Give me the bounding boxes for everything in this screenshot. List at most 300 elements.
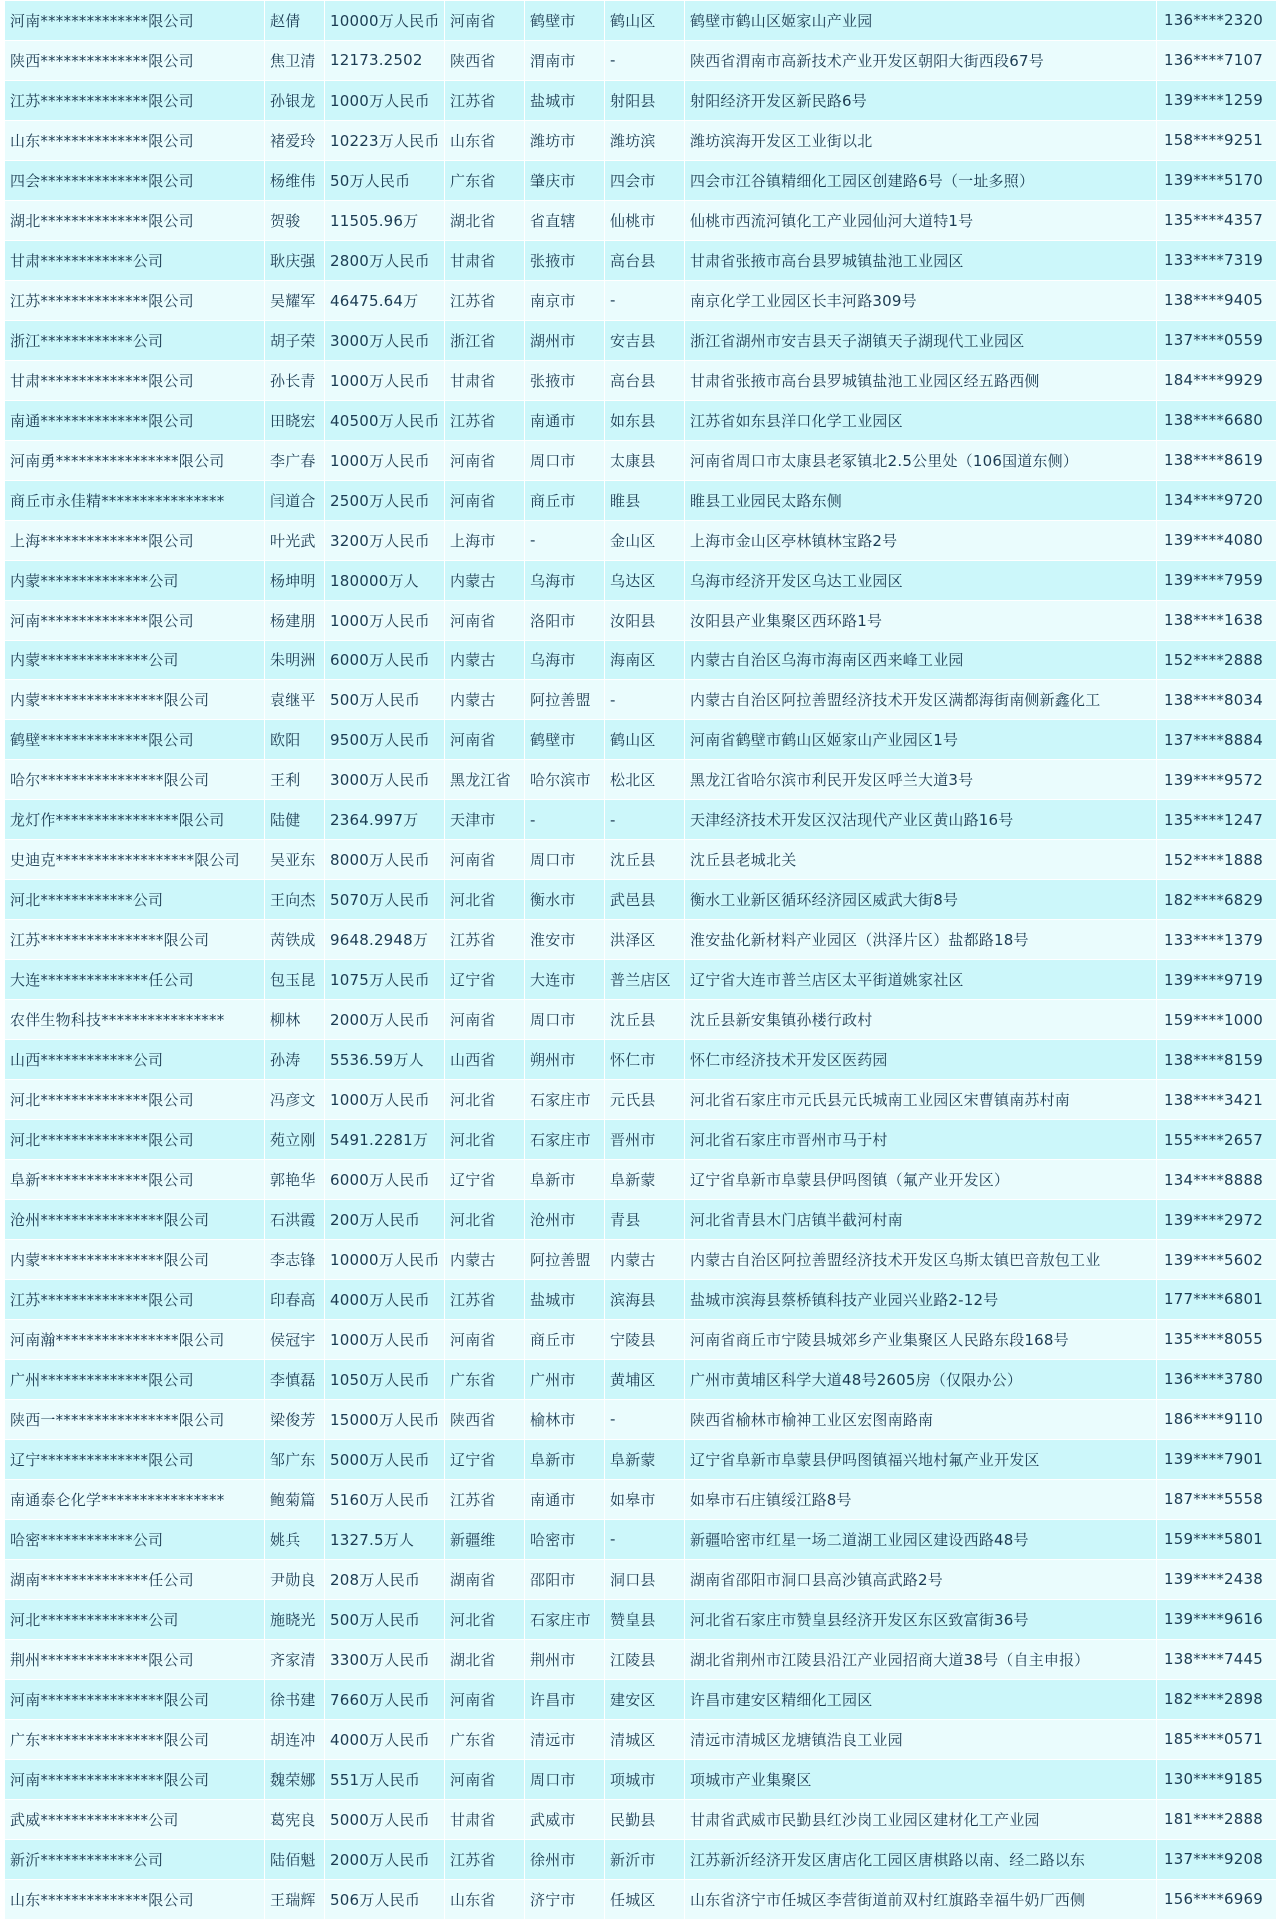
province-cell: 辽宁省 bbox=[445, 1160, 525, 1200]
address-cell: 河北省石家庄市赞皇县经济开发区东区致富街36号 bbox=[685, 1599, 1157, 1639]
legal-person-cell: 袁继平 bbox=[265, 680, 325, 720]
address-cell: 上海市金山区亭林镇林宝路2号 bbox=[685, 520, 1157, 560]
phone-cell: 137****8884 bbox=[1157, 720, 1277, 760]
city-cell: 周口市 bbox=[525, 1759, 605, 1799]
district-cell: 元氏县 bbox=[605, 1080, 685, 1120]
address-cell: 仙桃市西流河镇化工产业园仙河大道特1号 bbox=[685, 200, 1157, 240]
company-name-cell: 河北************公司 bbox=[5, 880, 265, 920]
district-cell: 太康县 bbox=[605, 440, 685, 480]
table-row bbox=[5, 720, 1277, 760]
district-cell: 松北区 bbox=[605, 760, 685, 800]
company-name-cell: 南通泰仑化学**************** bbox=[5, 1479, 265, 1519]
legal-person-cell: 姚兵 bbox=[265, 1519, 325, 1559]
province-cell: 辽宁省 bbox=[445, 1439, 525, 1479]
address-cell: 淮安盐化新材料产业园区（洪泽片区）盐都路18号 bbox=[685, 920, 1157, 960]
city-cell: 南通市 bbox=[525, 1479, 605, 1519]
company-name-cell: 史迪克******************限公司 bbox=[5, 840, 265, 880]
province-cell: 江苏省 bbox=[445, 400, 525, 440]
district-cell: 阜新蒙 bbox=[605, 1160, 685, 1200]
address-cell: 江苏省如东县洋口化学工业园区 bbox=[685, 400, 1157, 440]
province-cell: 广东省 bbox=[445, 1719, 525, 1759]
table-row bbox=[5, 680, 1277, 720]
registered-capital-cell: 1000万人民币 bbox=[325, 80, 445, 120]
province-cell: 河南省 bbox=[445, 480, 525, 520]
phone-cell: 136****7107 bbox=[1157, 40, 1277, 80]
registered-capital-cell: 3300万人民币 bbox=[325, 1639, 445, 1679]
phone-cell: 177****6801 bbox=[1157, 1280, 1277, 1320]
company-name-cell: 内蒙**************公司 bbox=[5, 560, 265, 600]
registered-capital-cell: 3000万人民币 bbox=[325, 760, 445, 800]
legal-person-cell: 李广春 bbox=[265, 440, 325, 480]
legal-person-cell: 王向杰 bbox=[265, 880, 325, 920]
phone-cell: 159****5801 bbox=[1157, 1519, 1277, 1559]
address-cell: 湖北省荆州市江陵县沿江产业园招商大道38号（自主申报） bbox=[685, 1639, 1157, 1679]
legal-person-cell: 吴亚东 bbox=[265, 840, 325, 880]
registered-capital-cell: 4000万人民币 bbox=[325, 1280, 445, 1320]
table-row bbox=[5, 1080, 1277, 1120]
legal-person-cell: 施晓光 bbox=[265, 1599, 325, 1639]
district-cell: 新沂市 bbox=[605, 1839, 685, 1879]
district-cell: 民勤县 bbox=[605, 1799, 685, 1839]
address-cell: 项城市产业集聚区 bbox=[685, 1759, 1157, 1799]
address-cell: 河南省周口市太康县老冢镇北2.5公里处（106国道东侧） bbox=[685, 440, 1157, 480]
city-cell: 石家庄市 bbox=[525, 1599, 605, 1639]
city-cell: 阜新市 bbox=[525, 1439, 605, 1479]
phone-cell: 139****4080 bbox=[1157, 520, 1277, 560]
table-row bbox=[5, 1519, 1277, 1559]
registered-capital-cell: 10000万人民币 bbox=[325, 1, 445, 41]
district-cell: - bbox=[605, 800, 685, 840]
address-cell: 许昌市建安区精细化工园区 bbox=[685, 1679, 1157, 1719]
district-cell: 任城区 bbox=[605, 1879, 685, 1919]
legal-person-cell: 尹勋良 bbox=[265, 1559, 325, 1599]
registered-capital-cell: 10223万人民币 bbox=[325, 120, 445, 160]
province-cell: 河北省 bbox=[445, 1120, 525, 1160]
legal-person-cell: 包玉昆 bbox=[265, 960, 325, 1000]
district-cell: 安吉县 bbox=[605, 320, 685, 360]
registered-capital-cell: 1000万人民币 bbox=[325, 1319, 445, 1359]
phone-cell: 187****5558 bbox=[1157, 1479, 1277, 1519]
phone-cell: 130****9185 bbox=[1157, 1759, 1277, 1799]
city-cell: 渭南市 bbox=[525, 40, 605, 80]
legal-person-cell: 闫道合 bbox=[265, 480, 325, 520]
city-cell: 石家庄市 bbox=[525, 1120, 605, 1160]
district-cell: 黄埔区 bbox=[605, 1359, 685, 1399]
province-cell: 陕西省 bbox=[445, 40, 525, 80]
company-name-cell: 甘肃************公司 bbox=[5, 240, 265, 280]
province-cell: 江苏省 bbox=[445, 280, 525, 320]
address-cell: 乌海市经济开发区乌达工业园区 bbox=[685, 560, 1157, 600]
address-cell: 河北省石家庄市晋州市马于村 bbox=[685, 1120, 1157, 1160]
phone-cell: 138****8619 bbox=[1157, 440, 1277, 480]
district-cell: - bbox=[605, 280, 685, 320]
city-cell: 南通市 bbox=[525, 400, 605, 440]
province-cell: 内蒙古 bbox=[445, 640, 525, 680]
phone-cell: 139****5602 bbox=[1157, 1240, 1277, 1280]
city-cell: 许昌市 bbox=[525, 1679, 605, 1719]
phone-cell: 137****9208 bbox=[1157, 1839, 1277, 1879]
district-cell: - bbox=[605, 1399, 685, 1439]
province-cell: 河南省 bbox=[445, 840, 525, 880]
city-cell: 阜新市 bbox=[525, 1160, 605, 1200]
city-cell: 鹤壁市 bbox=[525, 720, 605, 760]
company-name-cell: 江苏****************限公司 bbox=[5, 920, 265, 960]
registered-capital-cell: 506万人民币 bbox=[325, 1879, 445, 1919]
registered-capital-cell: 5491.2281万 bbox=[325, 1120, 445, 1160]
address-cell: 广州市黄埔区科学大道48号2605房（仅限办公） bbox=[685, 1359, 1157, 1399]
table-row bbox=[5, 240, 1277, 280]
company-name-cell: 武威**************公司 bbox=[5, 1799, 265, 1839]
province-cell: 河南省 bbox=[445, 600, 525, 640]
company-name-cell: 内蒙**************公司 bbox=[5, 640, 265, 680]
city-cell: 洛阳市 bbox=[525, 600, 605, 640]
table-row bbox=[5, 560, 1277, 600]
table-row bbox=[5, 920, 1277, 960]
address-cell: 江苏新沂经济开发区唐店化工园区唐棋路以南、经二路以东 bbox=[685, 1839, 1157, 1879]
district-cell: 建安区 bbox=[605, 1679, 685, 1719]
province-cell: 浙江省 bbox=[445, 320, 525, 360]
phone-cell: 136****3780 bbox=[1157, 1359, 1277, 1399]
legal-person-cell: 褚爱玲 bbox=[265, 120, 325, 160]
address-cell: 陕西省渭南市高新技术产业开发区朝阳大街西段67号 bbox=[685, 40, 1157, 80]
company-name-cell: 河北**************公司 bbox=[5, 1599, 265, 1639]
phone-cell: 139****9572 bbox=[1157, 760, 1277, 800]
registered-capital-cell: 3000万人民币 bbox=[325, 320, 445, 360]
address-cell: 辽宁省阜新市阜蒙县伊吗图镇（氟产业开发区） bbox=[685, 1160, 1157, 1200]
city-cell: 商丘市 bbox=[525, 1319, 605, 1359]
phone-cell: 139****5170 bbox=[1157, 160, 1277, 200]
legal-person-cell: 陆佰魁 bbox=[265, 1839, 325, 1879]
phone-cell: 138****8034 bbox=[1157, 680, 1277, 720]
registered-capital-cell: 200万人民币 bbox=[325, 1200, 445, 1240]
phone-cell: 135****4357 bbox=[1157, 200, 1277, 240]
address-cell: 天津经济技术开发区汉沽现代产业区黄山路16号 bbox=[685, 800, 1157, 840]
district-cell: 仙桃市 bbox=[605, 200, 685, 240]
legal-person-cell: 叶光武 bbox=[265, 520, 325, 560]
legal-person-cell: 贺骏 bbox=[265, 200, 325, 240]
company-name-cell: 河北**************限公司 bbox=[5, 1080, 265, 1120]
province-cell: 江苏省 bbox=[445, 1479, 525, 1519]
legal-person-cell: 徐书建 bbox=[265, 1679, 325, 1719]
legal-person-cell: 鲍菊篇 bbox=[265, 1479, 325, 1519]
district-cell: 宁陵县 bbox=[605, 1319, 685, 1359]
legal-person-cell: 孙银龙 bbox=[265, 80, 325, 120]
city-cell: 荆州市 bbox=[525, 1639, 605, 1679]
city-cell: 石家庄市 bbox=[525, 1080, 605, 1120]
district-cell: 项城市 bbox=[605, 1759, 685, 1799]
registered-capital-cell: 1075万人民币 bbox=[325, 960, 445, 1000]
province-cell: 陕西省 bbox=[445, 1399, 525, 1439]
city-cell: - bbox=[525, 520, 605, 560]
company-name-cell: 山东**************限公司 bbox=[5, 120, 265, 160]
address-cell: 睢县工业园民太路东侧 bbox=[685, 480, 1157, 520]
province-cell: 山西省 bbox=[445, 1040, 525, 1080]
table-row bbox=[5, 1559, 1277, 1599]
legal-person-cell: 陆健 bbox=[265, 800, 325, 840]
address-cell: 内蒙古自治区乌海市海南区西来峰工业园 bbox=[685, 640, 1157, 680]
city-cell: 武威市 bbox=[525, 1799, 605, 1839]
table-row bbox=[5, 320, 1277, 360]
province-cell: 湖南省 bbox=[445, 1559, 525, 1599]
district-cell: 鹤山区 bbox=[605, 720, 685, 760]
city-cell: 张掖市 bbox=[525, 360, 605, 400]
province-cell: 甘肃省 bbox=[445, 360, 525, 400]
registered-capital-cell: 2500万人民币 bbox=[325, 480, 445, 520]
table-row bbox=[5, 40, 1277, 80]
company-table bbox=[4, 0, 1277, 1920]
district-cell: 普兰店区 bbox=[605, 960, 685, 1000]
table-row bbox=[5, 1759, 1277, 1799]
district-cell: 沈丘县 bbox=[605, 1000, 685, 1040]
company-name-cell: 鹤壁**************限公司 bbox=[5, 720, 265, 760]
phone-cell: 138****8159 bbox=[1157, 1040, 1277, 1080]
company-name-cell: 大连**************任公司 bbox=[5, 960, 265, 1000]
phone-cell: 139****7901 bbox=[1157, 1439, 1277, 1479]
legal-person-cell: 耿庆强 bbox=[265, 240, 325, 280]
legal-person-cell: 印春高 bbox=[265, 1280, 325, 1320]
registered-capital-cell: 500万人民币 bbox=[325, 1599, 445, 1639]
district-cell: 乌达区 bbox=[605, 560, 685, 600]
district-cell: 洪泽区 bbox=[605, 920, 685, 960]
legal-person-cell: 吴耀军 bbox=[265, 280, 325, 320]
phone-cell: 138****3421 bbox=[1157, 1080, 1277, 1120]
phone-cell: 158****9251 bbox=[1157, 120, 1277, 160]
city-cell: 肇庆市 bbox=[525, 160, 605, 200]
district-cell: 阜新蒙 bbox=[605, 1439, 685, 1479]
city-cell: 商丘市 bbox=[525, 480, 605, 520]
province-cell: 湖北省 bbox=[445, 1639, 525, 1679]
city-cell: 衡水市 bbox=[525, 880, 605, 920]
company-name-cell: 河南****************限公司 bbox=[5, 1679, 265, 1719]
company-name-cell: 新沂************公司 bbox=[5, 1839, 265, 1879]
province-cell: 河北省 bbox=[445, 1080, 525, 1120]
district-cell: 金山区 bbox=[605, 520, 685, 560]
address-cell: 陕西省榆林市榆神工业区宏图南路南 bbox=[685, 1399, 1157, 1439]
address-cell: 内蒙古自治区阿拉善盟经济技术开发区乌斯太镇巴音敖包工业 bbox=[685, 1240, 1157, 1280]
city-cell: 朔州市 bbox=[525, 1040, 605, 1080]
phone-cell: 186****9110 bbox=[1157, 1399, 1277, 1439]
district-cell: 怀仁市 bbox=[605, 1040, 685, 1080]
district-cell: 武邑县 bbox=[605, 880, 685, 920]
district-cell: 晋州市 bbox=[605, 1120, 685, 1160]
legal-person-cell: 欧阳 bbox=[265, 720, 325, 760]
district-cell: 潍坊滨 bbox=[605, 120, 685, 160]
city-cell: 盐城市 bbox=[525, 1280, 605, 1320]
city-cell: 周口市 bbox=[525, 1000, 605, 1040]
legal-person-cell: 赵倩 bbox=[265, 1, 325, 41]
registered-capital-cell: 11505.96万 bbox=[325, 200, 445, 240]
company-name-cell: 陕西**************限公司 bbox=[5, 40, 265, 80]
address-cell: 黑龙江省哈尔滨市利民开发区呼兰大道3号 bbox=[685, 760, 1157, 800]
legal-person-cell: 石洪霞 bbox=[265, 1200, 325, 1240]
table-row bbox=[5, 1120, 1277, 1160]
legal-person-cell: 侯冠宇 bbox=[265, 1319, 325, 1359]
address-cell: 山东省济宁市任城区李营街道前双村红旗路幸福牛奶厂西侧 bbox=[685, 1879, 1157, 1919]
city-cell: - bbox=[525, 800, 605, 840]
table-row bbox=[5, 200, 1277, 240]
address-cell: 射阳经济开发区新民路6号 bbox=[685, 80, 1157, 120]
district-cell: 汝阳县 bbox=[605, 600, 685, 640]
phone-cell: 139****7959 bbox=[1157, 560, 1277, 600]
company-name-cell: 沧州****************限公司 bbox=[5, 1200, 265, 1240]
legal-person-cell: 李志锋 bbox=[265, 1240, 325, 1280]
table-row bbox=[5, 80, 1277, 120]
district-cell: 海南区 bbox=[605, 640, 685, 680]
phone-cell: 134****9720 bbox=[1157, 480, 1277, 520]
province-cell: 甘肃省 bbox=[445, 240, 525, 280]
registered-capital-cell: 2364.997万 bbox=[325, 800, 445, 840]
city-cell: 清远市 bbox=[525, 1719, 605, 1759]
registered-capital-cell: 40500万人民币 bbox=[325, 400, 445, 440]
table-row bbox=[5, 1639, 1277, 1679]
city-cell: 鹤壁市 bbox=[525, 1, 605, 41]
registered-capital-cell: 6000万人民币 bbox=[325, 1160, 445, 1200]
phone-cell: 133****1379 bbox=[1157, 920, 1277, 960]
address-cell: 浙江省湖州市安吉县天子湖镇天子湖现代工业园区 bbox=[685, 320, 1157, 360]
table-row bbox=[5, 400, 1277, 440]
district-cell: 射阳县 bbox=[605, 80, 685, 120]
table-row bbox=[5, 1839, 1277, 1879]
province-cell: 河南省 bbox=[445, 1759, 525, 1799]
table-row bbox=[5, 160, 1277, 200]
province-cell: 江苏省 bbox=[445, 1280, 525, 1320]
table-row bbox=[5, 1160, 1277, 1200]
legal-person-cell: 杨维伟 bbox=[265, 160, 325, 200]
legal-person-cell: 王瑞辉 bbox=[265, 1879, 325, 1919]
province-cell: 河南省 bbox=[445, 440, 525, 480]
company-name-cell: 哈尔****************限公司 bbox=[5, 760, 265, 800]
company-name-cell: 河南**************限公司 bbox=[5, 1, 265, 41]
company-name-cell: 河南**************限公司 bbox=[5, 600, 265, 640]
phone-cell: 138****7445 bbox=[1157, 1639, 1277, 1679]
company-name-cell: 山东**************限公司 bbox=[5, 1879, 265, 1919]
table-row bbox=[5, 1439, 1277, 1479]
city-cell: 省直辖 bbox=[525, 200, 605, 240]
table-row bbox=[5, 1399, 1277, 1439]
district-cell: - bbox=[605, 680, 685, 720]
address-cell: 河北省石家庄市元氏县元氏城南工业园区宋曹镇南苏村南 bbox=[685, 1080, 1157, 1120]
province-cell: 江苏省 bbox=[445, 80, 525, 120]
legal-person-cell: 李慎磊 bbox=[265, 1359, 325, 1399]
province-cell: 河南省 bbox=[445, 1319, 525, 1359]
address-cell: 河南省商丘市宁陵县城郊乡产业集聚区人民路东段168号 bbox=[685, 1319, 1157, 1359]
registered-capital-cell: 1000万人民币 bbox=[325, 1080, 445, 1120]
province-cell: 河北省 bbox=[445, 1599, 525, 1639]
district-cell: 如皋市 bbox=[605, 1479, 685, 1519]
legal-person-cell: 焦卫清 bbox=[265, 40, 325, 80]
province-cell: 黑龙江省 bbox=[445, 760, 525, 800]
province-cell: 江苏省 bbox=[445, 1839, 525, 1879]
city-cell: 广州市 bbox=[525, 1359, 605, 1399]
table-row bbox=[5, 1040, 1277, 1080]
phone-cell: 156****6969 bbox=[1157, 1879, 1277, 1919]
phone-cell: 182****2898 bbox=[1157, 1679, 1277, 1719]
legal-person-cell: 王利 bbox=[265, 760, 325, 800]
registered-capital-cell: 208万人民币 bbox=[325, 1559, 445, 1599]
address-cell: 鹤壁市鹤山区姬家山产业园 bbox=[685, 1, 1157, 41]
table-row bbox=[5, 440, 1277, 480]
address-cell: 衡水工业新区循环经济园区威武大街8号 bbox=[685, 880, 1157, 920]
table-row bbox=[5, 640, 1277, 680]
registered-capital-cell: 1327.5万人 bbox=[325, 1519, 445, 1559]
table-row bbox=[5, 520, 1277, 560]
registered-capital-cell: 1000万人民币 bbox=[325, 440, 445, 480]
table-row bbox=[5, 120, 1277, 160]
city-cell: 沧州市 bbox=[525, 1200, 605, 1240]
registered-capital-cell: 7660万人民币 bbox=[325, 1679, 445, 1719]
address-cell: 沈丘县老城北关 bbox=[685, 840, 1157, 880]
legal-person-cell: 冯彦文 bbox=[265, 1080, 325, 1120]
registered-capital-cell: 9648.2948万 bbox=[325, 920, 445, 960]
province-cell: 江苏省 bbox=[445, 920, 525, 960]
city-cell: 潍坊市 bbox=[525, 120, 605, 160]
district-cell: 四会市 bbox=[605, 160, 685, 200]
province-cell: 新疆维 bbox=[445, 1519, 525, 1559]
registered-capital-cell: 50万人民币 bbox=[325, 160, 445, 200]
company-name-cell: 商丘市永佳精**************** bbox=[5, 480, 265, 520]
city-cell: 邵阳市 bbox=[525, 1559, 605, 1599]
table-row bbox=[5, 1599, 1277, 1639]
table-row bbox=[5, 1359, 1277, 1399]
city-cell: 榆林市 bbox=[525, 1399, 605, 1439]
legal-person-cell: 田晓宏 bbox=[265, 400, 325, 440]
legal-person-cell: 柳林 bbox=[265, 1000, 325, 1040]
company-name-cell: 浙江************公司 bbox=[5, 320, 265, 360]
company-name-cell: 阜新**************限公司 bbox=[5, 1160, 265, 1200]
registered-capital-cell: 5000万人民币 bbox=[325, 1799, 445, 1839]
district-cell: 沈丘县 bbox=[605, 840, 685, 880]
company-name-cell: 广州**************限公司 bbox=[5, 1359, 265, 1399]
address-cell: 辽宁省大连市普兰店区太平街道姚家社区 bbox=[685, 960, 1157, 1000]
province-cell: 河北省 bbox=[445, 1200, 525, 1240]
district-cell: 滨海县 bbox=[605, 1280, 685, 1320]
company-name-cell: 南通**************限公司 bbox=[5, 400, 265, 440]
company-name-cell: 内蒙****************限公司 bbox=[5, 1240, 265, 1280]
address-cell: 四会市江谷镇精细化工园区创建路6号（一址多照） bbox=[685, 160, 1157, 200]
registered-capital-cell: 2000万人民币 bbox=[325, 1000, 445, 1040]
registered-capital-cell: 6000万人民币 bbox=[325, 640, 445, 680]
address-cell: 河南省鹤壁市鹤山区姬家山产业园区1号 bbox=[685, 720, 1157, 760]
phone-cell: 138****6680 bbox=[1157, 400, 1277, 440]
province-cell: 内蒙古 bbox=[445, 680, 525, 720]
province-cell: 天津市 bbox=[445, 800, 525, 840]
city-cell: 淮安市 bbox=[525, 920, 605, 960]
registered-capital-cell: 1050万人民币 bbox=[325, 1359, 445, 1399]
legal-person-cell: 孙涛 bbox=[265, 1040, 325, 1080]
table-row bbox=[5, 1000, 1277, 1040]
city-cell: 阿拉善盟 bbox=[525, 680, 605, 720]
registered-capital-cell: 1000万人民币 bbox=[325, 600, 445, 640]
phone-cell: 185****0571 bbox=[1157, 1719, 1277, 1759]
table-row bbox=[5, 1240, 1277, 1280]
district-cell: 睢县 bbox=[605, 480, 685, 520]
phone-cell: 152****2888 bbox=[1157, 640, 1277, 680]
province-cell: 内蒙古 bbox=[445, 560, 525, 600]
registered-capital-cell: 5000万人民币 bbox=[325, 1439, 445, 1479]
province-cell: 山东省 bbox=[445, 1879, 525, 1919]
address-cell: 甘肃省武威市民勤县红沙岗工业园区建材化工产业园 bbox=[685, 1799, 1157, 1839]
legal-person-cell: 梁俊芳 bbox=[265, 1399, 325, 1439]
district-cell: 赞皇县 bbox=[605, 1599, 685, 1639]
province-cell: 上海市 bbox=[445, 520, 525, 560]
address-cell: 清远市清城区龙塘镇浩良工业园 bbox=[685, 1719, 1157, 1759]
district-cell: - bbox=[605, 40, 685, 80]
table-row bbox=[5, 1319, 1277, 1359]
registered-capital-cell: 46475.64万 bbox=[325, 280, 445, 320]
address-cell: 南京化学工业园区长丰河路309号 bbox=[685, 280, 1157, 320]
address-cell: 沈丘县新安集镇孙楼行政村 bbox=[685, 1000, 1157, 1040]
company-name-cell: 山西************公司 bbox=[5, 1040, 265, 1080]
